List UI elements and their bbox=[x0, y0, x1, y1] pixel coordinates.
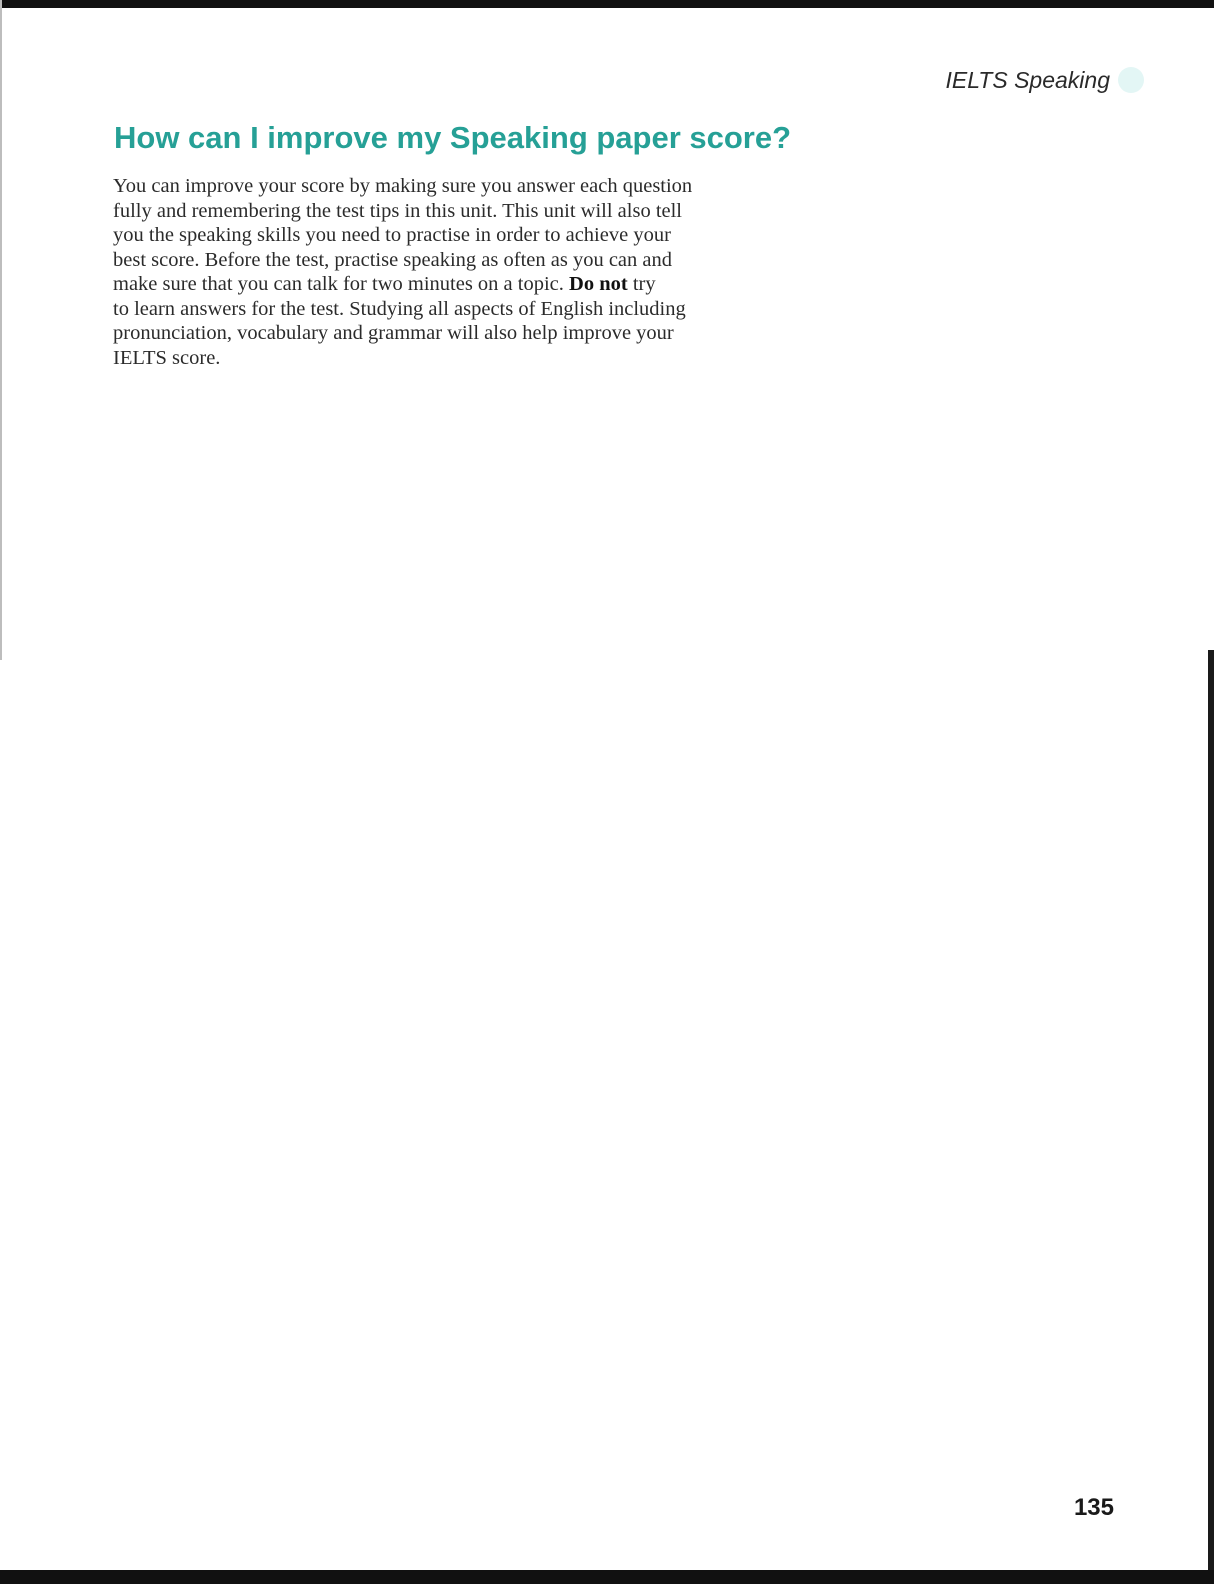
emphasis-text: Do not bbox=[569, 273, 628, 295]
paragraph-line bbox=[113, 272, 813, 297]
running-head: IELTS Speaking bbox=[945, 67, 1110, 93]
paragraph-line: pronunciation, vocabulary and grammar will also help improve your bbox=[113, 322, 674, 344]
paragraph-text: try bbox=[627, 273, 656, 295]
page-number: 135 bbox=[1073, 1494, 1114, 1521]
scan-bottom-edge bbox=[0, 1570, 1214, 1584]
paragraph-text: make sure that you can talk for two minutes on a topic. bbox=[113, 273, 564, 295]
scan-right-edge bbox=[1208, 650, 1214, 1570]
body-paragraph bbox=[113, 174, 813, 370]
paragraph-line: IELTS score. bbox=[113, 346, 221, 369]
paragraph-line: to learn answers for the test. Studying all aspects of English including bbox=[113, 297, 686, 320]
paragraph-line: You can improve your score by making sure you answer each question bbox=[113, 175, 693, 197]
paragraph-line: you the speaking skills you need to practise in order to achieve your bbox=[113, 224, 671, 246]
section-title: How can I improve my Speaking paper score? bbox=[114, 120, 792, 155]
scan-top-edge bbox=[0, 0, 1214, 8]
running-head-marker bbox=[1118, 67, 1144, 93]
paragraph-line: best score. Before the test, practise speaking as often as you can and bbox=[113, 248, 672, 271]
paragraph-line: fully and remembering the test tips in this unit. This unit will also tell bbox=[113, 199, 683, 222]
scan-left-edge bbox=[0, 0, 2, 660]
